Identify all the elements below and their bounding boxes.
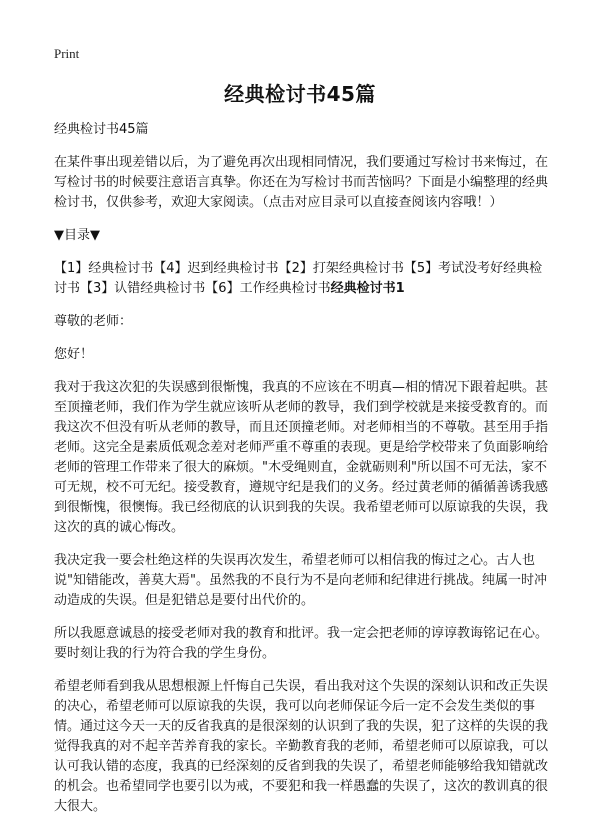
intro-paragraph: 在某件事出现差错以后，为了避免再次出现相同情况，我们要通过写检讨书来悔过，在写检讨书的时候要注意语言真挚。你还在为写检讨书而苦恼吗？下面是小编整理的经典检讨书，仅供参考，欢迎大家阅读。（点击对应目录可以直接查阅该内容哦！） [54,155,549,210]
body-paragraph-2: 我决定我一要会杜绝这样的失误再次发生，希望老师可以相信我的悔过之心。古人也说"知错能改，善莫大焉"。虽然我的不良行为不是向老师和纪律进行挑战。纯属一时冲动造成的失误。但是犯错总是要付出代价的。 [54,553,547,608]
toc-heading: ▼目录▼ [54,228,100,243]
salutation: 您好！ [54,347,94,362]
table-of-contents [54,259,550,299]
page-title: 经典检讨书45篇 [224,82,376,106]
document-subtitle: 经典检讨书45篇 [54,122,149,137]
toc-link-5[interactable]: 【5】考试没考好经典检讨书 [54,261,543,296]
body-paragraph-1: 我对于我这次犯的失误感到很惭愧，我真的不应该在不明真—相的情况下跟着起哄。甚至顶撞老师，我们作为学生就应该听从老师的教导，我们到学校就是来接受教育的。而我这次不但没有听从老师的教导，而且还顶撞老师。对老师相当的不尊敬。甚至用手指老师。这完全是素质低观念差对老师严重不尊重的表现。更是给学校带来了负面影响给老师的管理工作带来了很大的麻烦。"木受绳则直，金就砺则利"所以国不可无法，家不可无规，校不可无纪。接受教育，遵规守纪是我们的义务。经过黄老师的循循善诱我感到很惭愧，很懊悔。我已经彻底的认识到我的失误。我希望老师可以原谅我的失误，我这次的真的诚心悔改。 [54,380,549,535]
body-paragraph-4: 希望老师看到我从思想根源上忏悔自己失误，看出我对这个失误的深刻认识和改正失误的决心，希望老师可以原谅我的失误，我可以向老师保证今后一定不会发生类似的事情。通过这今天一天的反省我真的是很深刻的认识到了我的失误，犯了这样的失误的我觉得我真的对不起辛苦养育我的家长。辛勤教育我的老师，希望老师可以原谅我，可以认可我认错的态度，我真的已经深刻的反省到我的失误了，希望老师能够给我知错就改的机会。也希望同学也要引以为戒，不要犯和我一样愚蠢的失误了，这次的教训真的很大很大。 [54,679,549,814]
toc-link-4[interactable]: 【4】迟到经典检讨书 [153,261,279,276]
section-title: 经典检讨书1 [330,281,405,296]
toc-link-2[interactable]: 【2】打架经典检讨书 [278,261,404,276]
body-paragraph-3: 所以我愿意诚恳的接受老师对我的教育和批评。我一定会把老师的谆谆教诲铭记在心。要时刻让我的行为符合我的学生身份。 [54,626,549,661]
toc-link-6[interactable]: 【6】工作经典检讨书 [205,281,331,296]
greeting: 尊敬的老师： [54,314,133,329]
toc-link-3[interactable]: 【3】认错经典检讨书 [80,281,206,296]
toc-link-1[interactable]: 【1】经典检讨书 [54,261,154,276]
document-body [54,120,550,830]
print-link[interactable]: Print [54,46,80,61]
